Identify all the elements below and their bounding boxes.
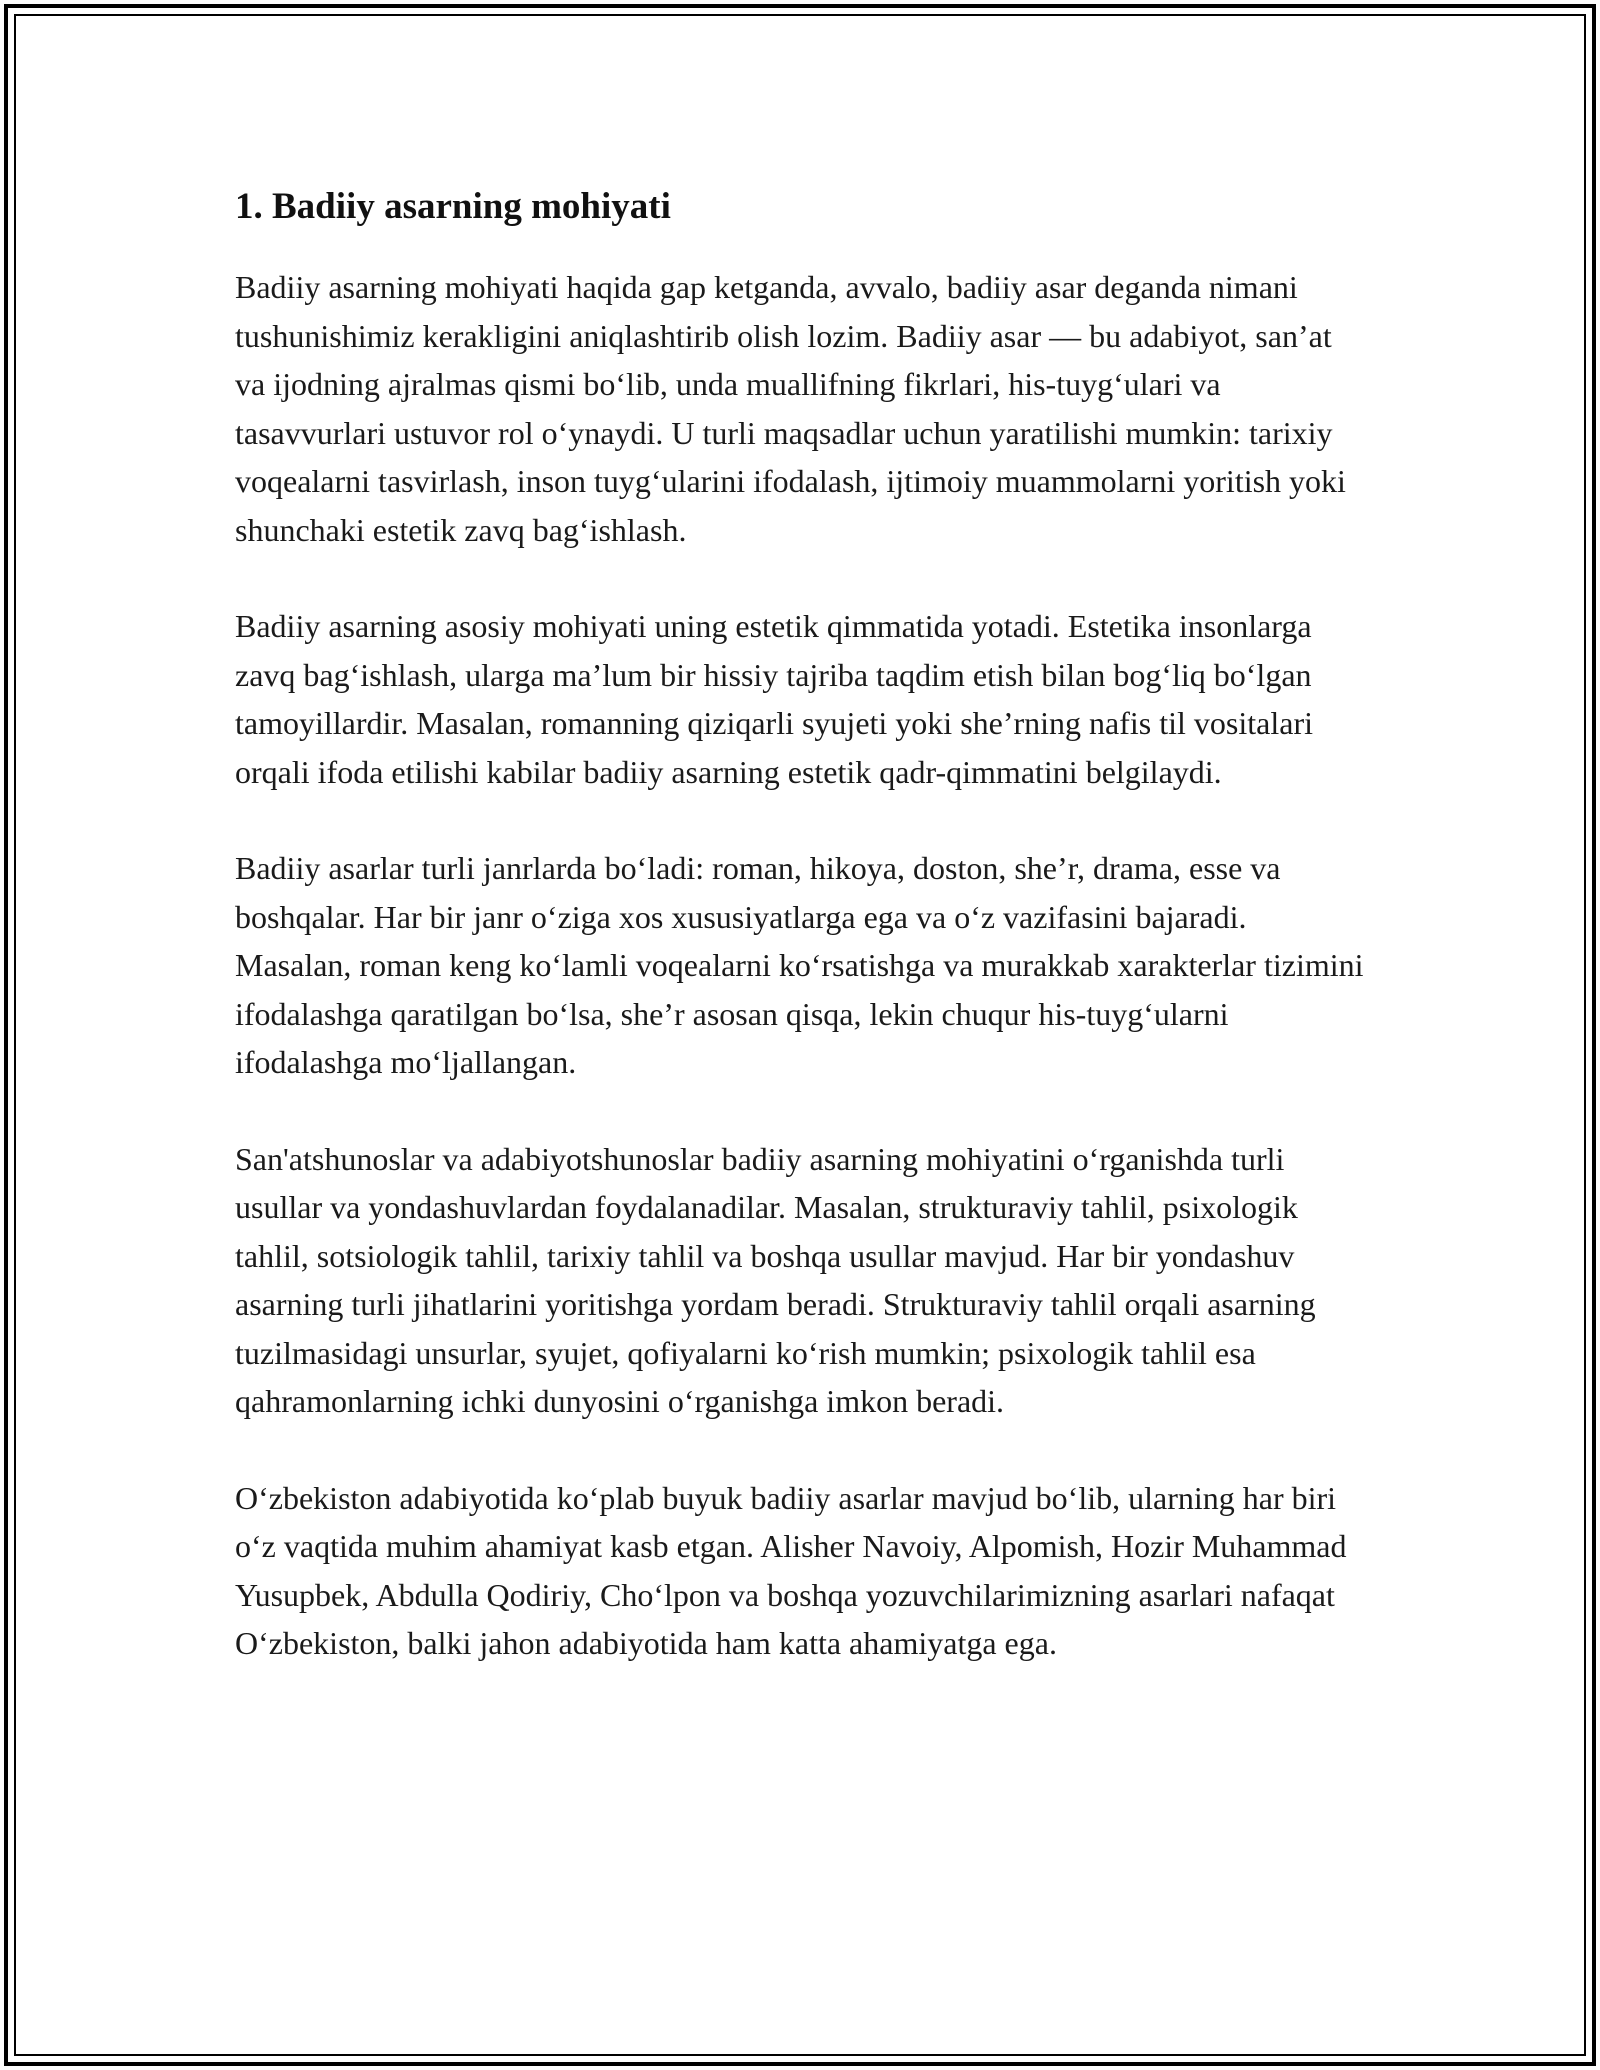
paragraph-1: Badiiy asarning mohiyati haqida gap ketganda, avvalo, badiiy asar deganda nimani tushunishimiz kerakligini aniqlashtirib olish lozim. Badiiy asar — bu adabiyot, san’at va ijodning ajralmas qismi bo‘lib, unda muallifning fikrlari, his-tuyg‘ulari va tasavvurlari ustuvor rol o‘ynaydi. U turli maqsadlar uchun yaratilishi mumkin: tarixiy voqealarni tasvirlash, inson tuyg‘ularini ifodalash, ijtimoiy muammolarni yoritish yoki shunchaki estetik zavq bag‘ishlash. <box>235 269 1346 548</box>
document-body <box>235 185 1365 1668</box>
section-heading: 1. Badiiy asarning mohiyati <box>235 186 671 227</box>
paragraph-3: Badiiy asarlar turli janrlarda bo‘ladi: roman, hikoya, doston, she’r, drama, esse va boshqalar. Har bir janr o‘ziga xos xususiyatlarga ega va o‘z vazifasini bajaradi. Masalan, roman keng ko‘lamli voqealarni ko‘rsatishga va murakkab xarakterlar tizimini ifodalashga qaratilgan bo‘lsa, she’r asosan qisqa, lekin chuqur his-tuyg‘ularni ifodalashga mo‘ljallangan. <box>235 850 1364 1080</box>
paragraph-4: San'atshunoslar va adabiyotshunoslar badiiy asarning mohiyatini o‘rganishda turli usullar va yondashuvlardan foydalanadilar. Masalan, strukturaviy tahlil, psixologik tahlil, sotsiologik tahlil, tarixiy tahlil va boshqa usullar mavjud. Har bir yondashuv asarning turli jihatlarini yoritishga yordam beradi. Strukturaviy tahlil orqali asarning tuzilmasidagi unsurlar, syujet, qofiyalarni ko‘rish mumkin; psixologik tahlil esa qahramonlarning ichki dunyosini o‘rganishga imkon beradi. <box>235 1140 1316 1419</box>
paragraph-5: O‘zbekiston adabiyotida ko‘plab buyuk badiiy asarlar mavjud bo‘lib, ularning har biri o‘z vaqtida muhim ahamiyat kasb etgan. Alisher Navoiy, Alpomish, Hozir Muhammad Yusupbek, Abdulla Qodiriy, Cho‘lpon va boshqa yozuvchilarimizning asarlari nafaqat O‘zbekiston, balki jahon adabiyotida ham katta ahamiyatga ega. <box>235 1479 1347 1661</box>
paragraph-2: Badiiy asarning asosiy mohiyati uning estetik qimmatida yotadi. Estetika insonlarga zavq bag‘ishlash, ularga ma’lum bir hissiy tajriba taqdim etish bilan bog‘liq bo‘lgan tamoyillardir. Masalan, romanning qiziqarli syujeti yoki she’rning nafis til vositalari orqali ifoda etilishi kabilar badiiy asarning estetik qadr-qimmatini belgilaydi. <box>235 608 1313 790</box>
